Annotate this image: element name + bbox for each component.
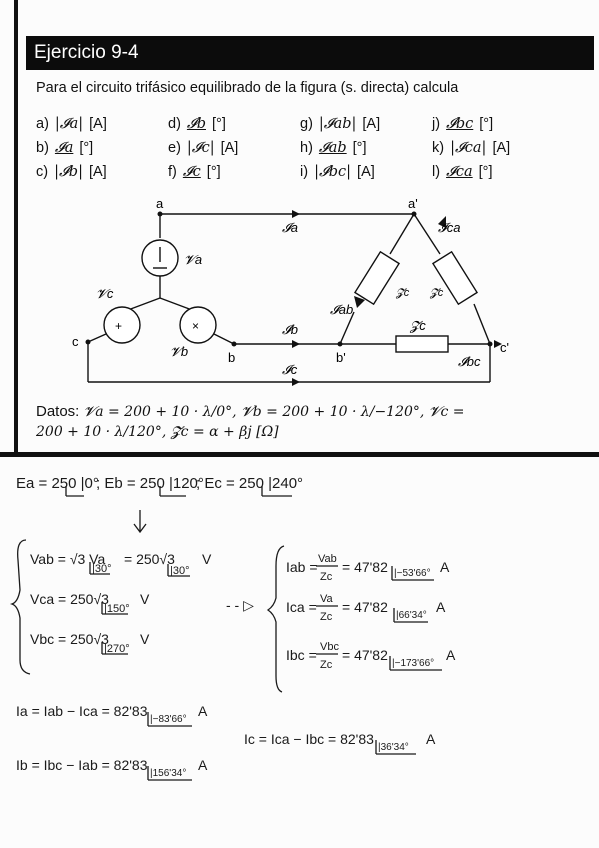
hw-vab-unit: V xyxy=(202,551,212,567)
hw-ica-den: Zc xyxy=(320,611,333,623)
hw-source-b: ; Eb = 250 |120° xyxy=(96,475,204,492)
question-angle-symbol: 𝓘ca xyxy=(446,164,473,180)
question-magnitude-symbol: |𝓘bc| xyxy=(314,164,352,180)
question-magnitude-symbol: |𝓘c| xyxy=(186,140,215,156)
hw-ica-lhs: Ica = xyxy=(286,599,317,615)
current-ca-label: 𝓘ca xyxy=(438,220,461,235)
question-letter: d) xyxy=(168,116,181,132)
question-unit: [°] xyxy=(352,140,367,156)
hw-ic-unit: A xyxy=(426,731,436,747)
hw-vbc-lhs: Vbc = 250√3 xyxy=(30,631,109,647)
hw-ib-expr: Ib = Ibc − Iab = 82'83 xyxy=(16,757,148,773)
question-letter: h) xyxy=(300,140,313,156)
question-unit: [A] xyxy=(357,164,375,180)
source-b-label: 𝓥b xyxy=(170,344,189,359)
hw-iab-num: Vab xyxy=(318,553,337,565)
question-angle-symbol: 𝓘ab xyxy=(318,140,347,156)
hw-vab-ang1: |30° xyxy=(92,563,112,575)
hw-source-c: ; Ec = 250 |240° xyxy=(196,475,304,492)
current-c-label: 𝓘c xyxy=(282,362,298,377)
hw-vbc-ang: |270° xyxy=(104,643,130,655)
source-c-label: 𝓥c xyxy=(96,286,114,301)
question-item xyxy=(432,140,510,156)
node-c-label: c xyxy=(72,334,79,349)
hw-implies-arrow: - - ▷ xyxy=(226,597,254,613)
question-angle-symbol: 𝓘bc xyxy=(446,116,474,132)
question-unit: [A] xyxy=(220,140,239,156)
question-angle-symbol: 𝓘a xyxy=(54,140,74,156)
given-data-label: Datos: xyxy=(36,403,80,420)
hw-ica-unit: A xyxy=(436,599,446,615)
question-letter: j) xyxy=(432,116,441,132)
hw-iab-lhs: Iab = xyxy=(286,559,318,575)
hw-ia-expr: Ia = Iab − Ica = 82'83 xyxy=(16,703,148,719)
node-a-prime-label: a' xyxy=(408,196,418,211)
hw-vca-unit: V xyxy=(140,591,150,607)
question-magnitude-symbol: |𝓘ca| xyxy=(450,140,487,156)
hw-ica-ang: |66'34° xyxy=(396,610,427,621)
current-bc-label: 𝓘bc xyxy=(458,354,481,369)
question-unit: [°] xyxy=(479,116,494,132)
impedance-left-label: 𝓩c xyxy=(396,287,410,299)
hw-ic-expr: Ic = Ica − Ibc = 82'83 xyxy=(244,731,374,747)
hw-iab-val: = 47'82 xyxy=(342,559,388,575)
question-letter: f) xyxy=(168,164,177,180)
question-item xyxy=(300,140,367,156)
question-letter: c) xyxy=(36,164,49,180)
question-item xyxy=(300,116,380,132)
question-magnitude-symbol: |𝓘b| xyxy=(54,164,83,180)
current-a-label: 𝓘a xyxy=(282,220,299,235)
hw-ibc-ang: |−173'66° xyxy=(392,658,435,669)
hw-iab-den: Zc xyxy=(320,571,333,583)
hw-vca-lhs: Vca = 250√3 xyxy=(30,591,109,607)
impedance-horizontal-label: 𝓩c xyxy=(410,318,426,333)
question-letter: a) xyxy=(36,116,49,132)
question-angle-symbol: 𝓘b xyxy=(186,116,206,132)
question-unit: [°] xyxy=(79,140,94,156)
hw-iab-unit: A xyxy=(440,559,450,575)
source-b-glyph: × xyxy=(192,319,200,333)
problem-statement: Para el circuito trifásico equilibrado de la figura (s. directa) calcula xyxy=(36,80,459,96)
hw-vbc-unit: V xyxy=(140,631,150,647)
question-item xyxy=(300,164,375,180)
hw-vab-rhs: = 250√3 xyxy=(124,551,175,567)
question-unit: [°] xyxy=(478,164,493,180)
hw-ibc-unit: A xyxy=(446,647,456,663)
question-letter: k) xyxy=(432,140,445,156)
question-unit: [A] xyxy=(362,116,381,132)
question-item xyxy=(432,116,493,132)
question-unit: [°] xyxy=(206,164,221,180)
question-unit: [A] xyxy=(88,164,107,180)
exercise-title: Ejercicio 9-4 xyxy=(26,36,594,70)
question-unit: [A] xyxy=(492,140,511,156)
hw-vca-ang: |150° xyxy=(104,603,130,615)
current-b-label: 𝓘b xyxy=(282,322,299,337)
hw-source-a: Ea = 250 |0° xyxy=(16,475,99,492)
given-data-line2: 200 + 10 · λ/120°, 𝓩c = α + βj [Ω] xyxy=(36,424,279,440)
question-item xyxy=(36,140,93,156)
hw-ibc-val: = 47'82 xyxy=(342,647,388,663)
hw-ia-unit: A xyxy=(198,703,208,719)
question-item xyxy=(168,116,226,132)
current-ab-label: 𝓘ab xyxy=(330,302,354,317)
question-unit: [°] xyxy=(212,116,226,132)
question-unit: [A] xyxy=(89,116,107,132)
source-a-label: 𝓥a xyxy=(184,252,203,267)
hw-vab-lhs: Vab = √3 Va xyxy=(30,551,106,567)
question-letter: b) xyxy=(36,140,49,156)
hw-ic-ang: |36'34° xyxy=(378,742,409,753)
hw-ib-unit: A xyxy=(198,757,208,773)
question-letter: i) xyxy=(300,164,309,180)
question-letter: g) xyxy=(300,116,313,132)
question-magnitude-symbol: |𝓘ab| xyxy=(318,116,357,132)
hw-ib-ang: |156'34° xyxy=(150,768,187,779)
given-data xyxy=(36,402,556,442)
question-letter: e) xyxy=(168,140,181,156)
impedance-right-label: 𝓩c xyxy=(430,287,444,299)
question-angle-symbol: 𝓘c xyxy=(182,164,201,180)
question-item xyxy=(36,116,107,132)
hw-vab-ang2: |30° xyxy=(170,565,190,577)
hw-ibc-den: Zc xyxy=(320,659,333,671)
question-item xyxy=(432,164,493,180)
question-magnitude-symbol: |𝓘a| xyxy=(54,116,84,132)
three-phase-circuit-diagram xyxy=(0,190,599,400)
hw-ica-num: Va xyxy=(320,593,333,605)
question-letter: l) xyxy=(432,164,441,180)
handwritten-solution xyxy=(0,458,599,848)
source-c-glyph: + xyxy=(115,319,123,333)
hw-ibc-lhs: Ibc = xyxy=(286,647,317,663)
node-b-label: b xyxy=(228,350,236,365)
node-b-prime-label: b' xyxy=(336,350,346,365)
node-c-prime-label: c' xyxy=(500,340,509,355)
hw-ibc-num: Vbc xyxy=(320,641,339,653)
question-item xyxy=(168,140,238,156)
given-data-line1: 𝓥a = 200 + 10 · λ/0°, 𝓥b = 200 + 10 · λ/−120°, 𝓥c = xyxy=(83,404,465,420)
question-item xyxy=(36,164,107,180)
hw-ia-ang: |−83'66° xyxy=(150,714,187,725)
hw-ica-val: = 47'82 xyxy=(342,599,388,615)
question-item xyxy=(168,164,221,180)
hw-iab-ang: |−53'66° xyxy=(394,568,431,579)
section-divider xyxy=(0,452,599,457)
node-a-label: a xyxy=(156,196,164,211)
